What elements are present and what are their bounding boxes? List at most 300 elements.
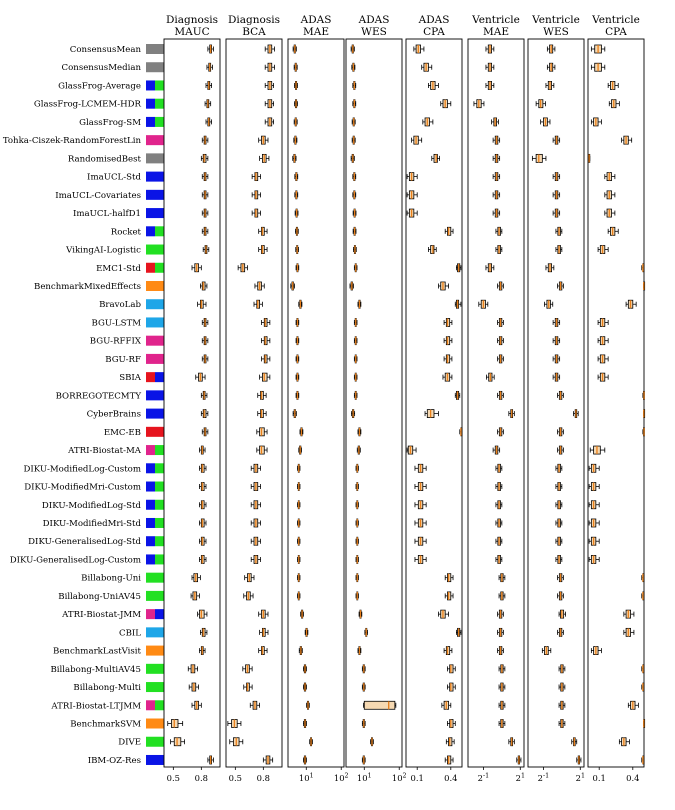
box xyxy=(199,464,206,472)
box xyxy=(414,45,424,53)
box xyxy=(496,483,502,491)
box xyxy=(553,355,560,363)
box xyxy=(206,118,212,126)
team-label: VikingAI-Logistic xyxy=(66,245,141,256)
box xyxy=(499,665,505,673)
box xyxy=(608,227,618,235)
panel-title: Ventricle xyxy=(472,14,520,26)
box xyxy=(294,100,297,108)
team-label: GlassFrog-Average xyxy=(58,81,141,92)
box xyxy=(259,246,267,254)
box xyxy=(259,647,267,655)
team-color-swatch-blue xyxy=(146,500,155,510)
panel-title: ADAS xyxy=(418,14,450,26)
team-color-swatch-cyan xyxy=(146,299,164,309)
team-color-swatch-orange xyxy=(146,719,164,729)
box xyxy=(201,391,207,399)
box xyxy=(350,282,353,290)
box xyxy=(559,720,565,728)
box xyxy=(589,519,599,527)
box xyxy=(303,720,306,728)
panel-frame xyxy=(226,39,282,767)
box xyxy=(499,720,505,728)
box xyxy=(428,246,436,254)
box xyxy=(486,264,494,272)
box xyxy=(443,373,452,381)
box xyxy=(293,154,296,162)
box xyxy=(307,701,310,709)
box xyxy=(486,45,494,53)
box xyxy=(447,720,455,728)
box xyxy=(432,154,440,162)
panel xyxy=(346,14,407,783)
box xyxy=(296,337,299,345)
team-label: DIKU-ModifiedLog-Custom xyxy=(23,464,141,475)
box xyxy=(509,410,515,418)
box xyxy=(206,81,212,89)
box xyxy=(486,63,494,71)
box xyxy=(556,246,562,254)
box xyxy=(238,264,247,272)
box xyxy=(445,592,453,600)
box xyxy=(202,173,208,181)
box xyxy=(362,720,365,728)
team-color-swatch-blue xyxy=(146,390,164,400)
box xyxy=(252,191,260,199)
box xyxy=(496,555,502,563)
box xyxy=(202,209,208,217)
box xyxy=(200,282,207,290)
box xyxy=(299,300,302,308)
box xyxy=(297,464,299,472)
x-tick-label: 0.5 xyxy=(228,773,242,783)
box xyxy=(425,410,438,418)
box xyxy=(517,756,521,764)
box xyxy=(444,355,452,363)
box xyxy=(203,246,209,254)
box xyxy=(245,574,254,582)
team-color-swatch-magenta xyxy=(146,336,164,346)
box xyxy=(260,628,268,636)
box xyxy=(486,81,494,89)
box xyxy=(572,738,577,746)
team-label: DIKU-GeneralisedLog-Custom xyxy=(9,555,141,566)
box xyxy=(591,118,601,126)
box xyxy=(591,63,604,71)
box xyxy=(498,428,504,436)
box xyxy=(445,756,453,764)
team-label: DIKU-ModifiedMri-Std xyxy=(42,518,141,529)
box xyxy=(354,337,357,345)
team-label: BORREGOTECMTY xyxy=(55,391,141,402)
box xyxy=(499,592,505,600)
x-tick-label: 0.4 xyxy=(444,773,458,783)
box xyxy=(498,282,504,290)
panel-frame xyxy=(406,39,462,767)
team-color-swatch-green xyxy=(155,500,164,510)
team-color-swatch-blue xyxy=(146,554,155,564)
team-color-swatch-green xyxy=(155,80,164,90)
box xyxy=(553,318,560,326)
box xyxy=(445,574,453,582)
box xyxy=(310,738,313,746)
box xyxy=(297,592,299,600)
box xyxy=(351,45,354,53)
box xyxy=(456,628,460,636)
box xyxy=(407,209,417,217)
box xyxy=(303,756,306,764)
box xyxy=(254,300,262,308)
box xyxy=(356,501,358,509)
box xyxy=(455,300,461,308)
box xyxy=(547,63,555,71)
box xyxy=(553,191,560,199)
box xyxy=(415,555,426,563)
box xyxy=(192,574,200,582)
panel-title: Diagnosis xyxy=(228,14,280,26)
box xyxy=(553,209,560,217)
box xyxy=(415,537,426,545)
box xyxy=(598,373,608,381)
box xyxy=(642,264,644,272)
box xyxy=(351,410,354,418)
box xyxy=(589,501,599,509)
team-label: Billabong-UniAV45 xyxy=(58,591,141,602)
box xyxy=(293,45,296,53)
box xyxy=(259,610,268,618)
box xyxy=(643,282,644,290)
box xyxy=(297,519,299,527)
team-color-swatch-blue xyxy=(146,117,155,127)
box xyxy=(438,282,448,290)
box xyxy=(296,391,299,399)
box xyxy=(297,537,299,545)
team-label: DIKU-GeneralisedLog-Std xyxy=(28,537,141,548)
box xyxy=(532,154,546,162)
box xyxy=(536,100,545,108)
box xyxy=(559,701,565,709)
box xyxy=(492,118,499,126)
x-tick-label: $2^{-1}$ xyxy=(477,772,490,783)
box xyxy=(577,756,581,764)
box xyxy=(642,574,644,582)
team-label: ATRI-Biostat-MA xyxy=(68,446,141,457)
box xyxy=(260,373,270,381)
box xyxy=(362,665,365,673)
box xyxy=(493,173,500,181)
panel-title: Diagnosis xyxy=(166,14,218,26)
box xyxy=(556,519,562,527)
box xyxy=(556,537,562,545)
panel xyxy=(406,14,462,783)
panel xyxy=(226,14,282,783)
box xyxy=(598,318,608,326)
box xyxy=(628,701,638,709)
box xyxy=(257,428,267,436)
panel-title: Ventricle xyxy=(592,14,640,26)
box xyxy=(196,373,205,381)
team-color-swatch-blue xyxy=(146,463,155,473)
box xyxy=(598,355,608,363)
box xyxy=(447,683,455,691)
box xyxy=(199,537,206,545)
box xyxy=(591,45,604,53)
box xyxy=(624,628,634,636)
team-color-swatch-magenta xyxy=(146,700,155,710)
team-label: DIKU-ModifiedMri-Custom xyxy=(24,482,141,493)
box xyxy=(305,628,308,636)
box xyxy=(356,592,358,600)
box xyxy=(261,355,269,363)
team-label: EMC1-Std xyxy=(96,263,141,274)
panel-title: CPA xyxy=(423,26,445,38)
box xyxy=(188,665,197,673)
team-label: GlassFrog-LCMEM-HDR xyxy=(33,99,141,110)
team-color-swatch-blue xyxy=(146,208,164,218)
team-label: ConsensusMedian xyxy=(61,63,141,74)
panel xyxy=(288,14,349,783)
team-color-swatch-cyan xyxy=(146,627,164,637)
box xyxy=(553,136,560,144)
box xyxy=(202,318,208,326)
box xyxy=(493,154,500,162)
panel-title: MAUC xyxy=(174,26,210,38)
team-color-swatch-blue xyxy=(146,536,155,546)
team-color-swatch-green xyxy=(155,99,164,109)
box xyxy=(509,738,515,746)
team-labels xyxy=(3,44,164,766)
x-tick-label: $2^1$ xyxy=(575,772,585,783)
box xyxy=(291,282,295,290)
box xyxy=(351,154,354,162)
box xyxy=(624,610,634,618)
box xyxy=(499,701,505,709)
box xyxy=(168,720,183,728)
box xyxy=(442,701,451,709)
box xyxy=(559,665,565,673)
team-color-swatch-blue xyxy=(146,172,164,182)
box xyxy=(598,337,608,345)
box xyxy=(199,483,206,491)
box xyxy=(201,154,208,162)
box xyxy=(558,592,564,600)
box xyxy=(589,154,590,162)
box xyxy=(260,154,269,162)
box xyxy=(258,410,266,418)
box xyxy=(265,100,273,108)
team-label: DIKU-ModifiedLog-Std xyxy=(41,500,141,511)
box xyxy=(574,410,579,418)
team-label: DIVE xyxy=(118,737,141,748)
team-label: BGU-RFFIX xyxy=(89,336,141,347)
x-tick-label: 0.1 xyxy=(592,773,606,783)
panel-frame xyxy=(588,39,644,767)
box xyxy=(486,373,494,381)
box xyxy=(354,391,357,399)
box xyxy=(259,136,268,144)
box xyxy=(300,428,303,436)
panel-title: ADAS xyxy=(358,14,390,26)
box xyxy=(354,373,357,381)
box xyxy=(556,483,562,491)
box xyxy=(192,264,201,272)
team-color-swatch-green xyxy=(155,463,164,473)
box xyxy=(358,428,361,436)
box xyxy=(353,173,356,181)
box xyxy=(498,647,504,655)
box xyxy=(444,318,452,326)
team-label: Tohka-Ciszek-RandomForestLin xyxy=(2,136,141,147)
box xyxy=(296,246,299,254)
box xyxy=(455,391,459,399)
box xyxy=(643,391,645,399)
panel-title: WES xyxy=(543,26,569,38)
team-label: SBIA xyxy=(119,373,141,384)
box xyxy=(191,592,199,600)
box xyxy=(608,81,618,89)
team-color-swatch-magenta xyxy=(146,445,155,455)
x-tick-label: $10^2$ xyxy=(391,772,407,783)
box xyxy=(415,464,426,472)
box xyxy=(441,100,451,108)
box xyxy=(498,355,504,363)
box xyxy=(407,173,417,181)
team-label: BravoLab xyxy=(99,300,141,311)
box xyxy=(493,191,500,199)
box xyxy=(415,501,426,509)
box xyxy=(294,63,297,71)
team-color-swatch-red xyxy=(146,372,155,382)
box xyxy=(244,592,253,600)
panel-title: Ventricle xyxy=(532,14,580,26)
box xyxy=(230,738,243,746)
team-color-swatch-green xyxy=(155,554,164,564)
panel-frame xyxy=(346,39,402,767)
panel-title: WES xyxy=(361,26,387,38)
team-color-swatch-green xyxy=(155,117,164,127)
team-color-swatch-green xyxy=(155,700,164,710)
team-label: ATRI-Biostat-LTJMM xyxy=(51,701,141,712)
team-color-swatch-orange xyxy=(146,281,164,291)
box xyxy=(171,738,185,746)
team-label: ImaUCL-Covariates xyxy=(55,190,141,201)
box xyxy=(243,665,252,673)
box xyxy=(498,318,504,326)
box xyxy=(456,264,460,272)
box xyxy=(422,63,432,71)
team-color-swatch-orange xyxy=(146,646,164,656)
team-label: Billabong-Multi xyxy=(73,683,141,694)
panel xyxy=(528,14,585,783)
box xyxy=(643,410,644,418)
team-color-swatch-blue xyxy=(146,482,155,492)
box xyxy=(297,574,299,582)
box xyxy=(474,100,484,108)
box xyxy=(205,100,211,108)
box xyxy=(265,63,274,71)
team-color-swatch-blue xyxy=(146,755,164,765)
box xyxy=(251,483,260,491)
box xyxy=(261,318,269,326)
team-label: Billabong-Uni xyxy=(81,573,141,584)
team-color-swatch-green xyxy=(155,263,164,273)
box xyxy=(498,337,504,345)
box xyxy=(365,628,368,636)
panel-frame xyxy=(528,39,584,767)
box xyxy=(642,683,644,691)
box xyxy=(556,464,562,472)
panel-frame xyxy=(468,39,524,767)
box xyxy=(202,337,208,345)
box xyxy=(479,300,488,308)
box xyxy=(294,81,297,89)
panel-title: BCA xyxy=(242,26,266,38)
panel-frame xyxy=(164,39,220,767)
box xyxy=(202,355,208,363)
box xyxy=(199,647,205,655)
box xyxy=(412,136,422,144)
box xyxy=(297,501,299,509)
box xyxy=(444,337,452,345)
box xyxy=(609,100,619,108)
box xyxy=(208,756,214,764)
team-label: CyberBrains xyxy=(86,409,141,420)
box xyxy=(299,446,302,454)
box xyxy=(556,227,562,235)
team-color-swatch-blue xyxy=(146,80,155,90)
team-color-swatch-green xyxy=(146,682,164,692)
box xyxy=(294,136,297,144)
box xyxy=(642,756,644,764)
box xyxy=(356,537,358,545)
team-label: ImaUCL-Std xyxy=(87,172,141,183)
box xyxy=(423,118,433,126)
team-color-swatch-blue xyxy=(155,372,164,382)
box xyxy=(251,555,260,563)
box xyxy=(598,246,608,254)
x-tick-label: 0.5 xyxy=(166,773,180,783)
box xyxy=(252,173,260,181)
box xyxy=(353,246,356,254)
box xyxy=(259,227,267,235)
box xyxy=(493,446,500,454)
x-tick-label: 0.8 xyxy=(194,773,208,783)
box xyxy=(357,446,360,454)
team-color-swatch-green xyxy=(155,226,164,236)
x-tick-label: 0.1 xyxy=(410,773,424,783)
team-color-swatch-green xyxy=(146,591,164,601)
box xyxy=(199,446,205,454)
box xyxy=(265,81,273,89)
box xyxy=(605,209,615,217)
box xyxy=(589,464,599,472)
box xyxy=(296,373,299,381)
box xyxy=(251,464,260,472)
box xyxy=(544,300,552,308)
team-color-swatch-magenta xyxy=(146,354,164,364)
team-color-swatch-gray xyxy=(146,44,164,54)
team-label: IBM-OZ-Res xyxy=(87,755,141,766)
team-color-swatch-gray xyxy=(146,153,164,163)
box xyxy=(265,118,273,126)
box xyxy=(415,519,426,527)
box xyxy=(446,738,454,746)
box xyxy=(546,81,554,89)
box xyxy=(258,391,266,399)
team-color-swatch-red xyxy=(146,263,155,273)
box xyxy=(354,355,357,363)
panel-title: CPA xyxy=(605,26,627,38)
